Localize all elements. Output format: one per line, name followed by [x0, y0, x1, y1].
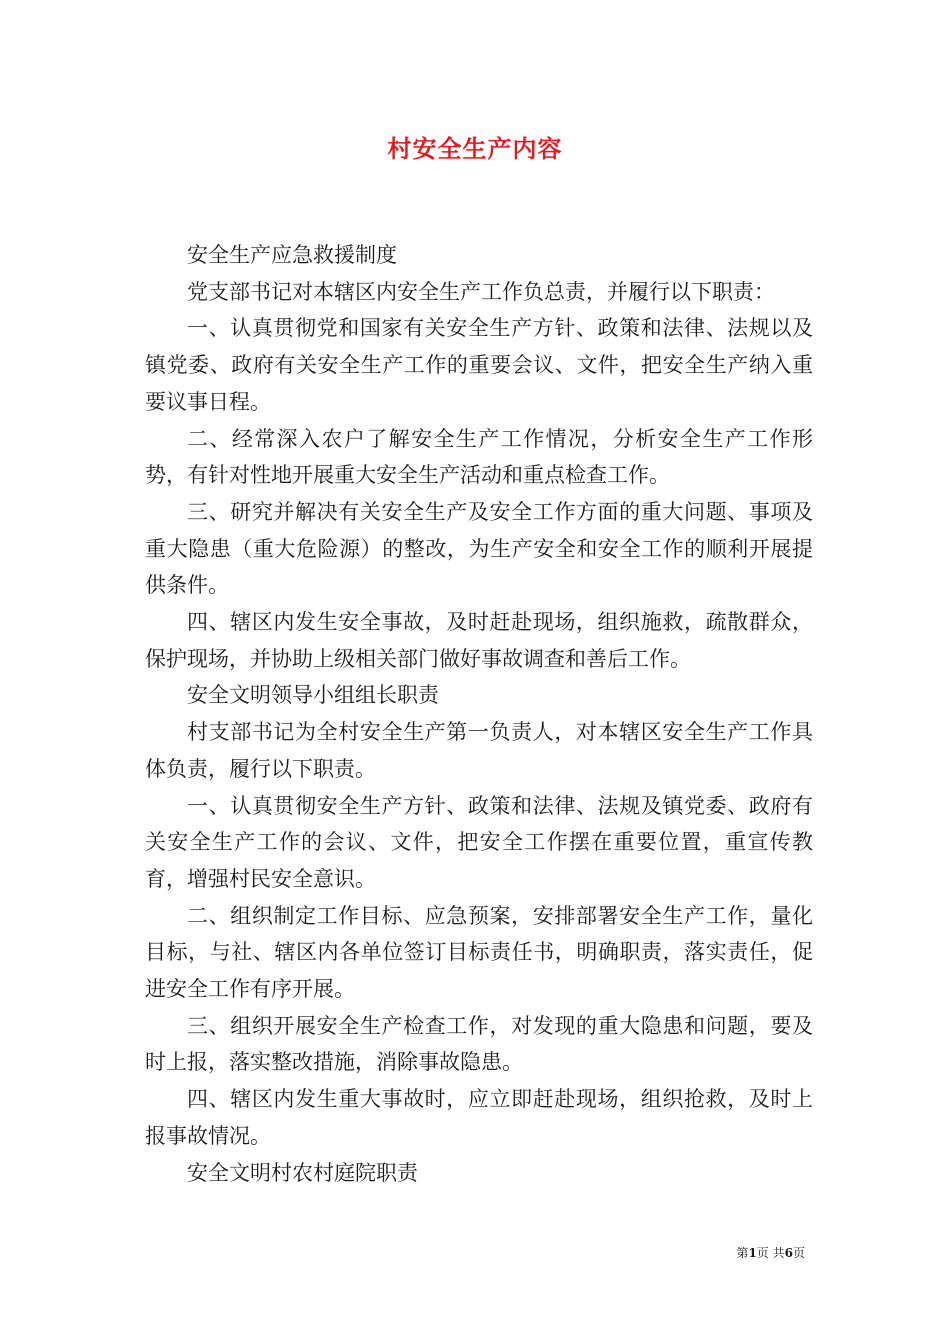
footer-suffix: 页 [792, 1246, 805, 1260]
document-body [145, 237, 813, 1191]
footer-current-page: 1 [748, 1246, 757, 1260]
paragraph: 党支部书记对本辖区内安全生产工作负总责，并履行以下职责： [187, 279, 775, 304]
footer-prefix: 第 [736, 1246, 749, 1260]
page-number-footer [736, 1245, 805, 1261]
paragraph: 四、辖区内发生重大事故时，应立即赶赴现场，组织抢救，及时上报事故情况。 [145, 1087, 813, 1148]
paragraph: 四、辖区内发生安全事故，及时赶赴现场，组织施救，疏散群众，保护现场，并协助上级相关部门做好事故调查和善后工作。 [145, 610, 813, 671]
paragraph: 一、认真贯彻安全生产方针、政策和法律、法规及镇党委、政府有关安全生产工作的会议、文件，把安全工作摆在重要位置，重宣传教育，增强村民安全意识。 [145, 793, 813, 891]
paragraph: 二、组织制定工作目标、应急预案，安排部署安全生产工作，量化目标，与社、辖区内各单位签订目标责任书，明确职责，落实责任，促进安全工作有序开展。 [145, 903, 813, 1002]
footer-middle: 页 共 [756, 1246, 785, 1260]
paragraph-heading: 安全文明村农村庭院职责 [187, 1160, 418, 1185]
footer-total-pages: 6 [784, 1246, 793, 1260]
paragraph-heading: 安全生产应急救援制度 [187, 243, 397, 267]
paragraph: 三、组织开展安全生产检查工作，对发现的重大隐患和问题，要及时上报，落实整改措施，消除事故隐患。 [145, 1013, 813, 1075]
paragraph-heading: 安全文明领导小组组长职责 [187, 683, 439, 708]
paragraph: 三、研究并解决有关安全生产及安全工作方面的重大问题、事项及重大隐患（重大危险源）的整改，为生产安全和安全工作的顺利开展提供条件。 [145, 499, 813, 598]
paragraph: 村支部书记为全村安全生产第一负责人，对本辖区安全生产工作具体负责，履行以下职责。 [145, 720, 813, 781]
paragraph: 二、经常深入农户了解安全生产工作情况，分析安全生产工作形势，有针对性地开展重大安全生产活动和重点检查工作。 [145, 426, 813, 488]
document-title: 村安全生产内容 [387, 134, 563, 163]
paragraph: 一、认真贯彻党和国家有关安全生产方针、政策和法律、法规以及镇党委、政府有关安全生产工作的重要会议、文件，把安全生产纳入重要议事日程。 [145, 316, 813, 414]
